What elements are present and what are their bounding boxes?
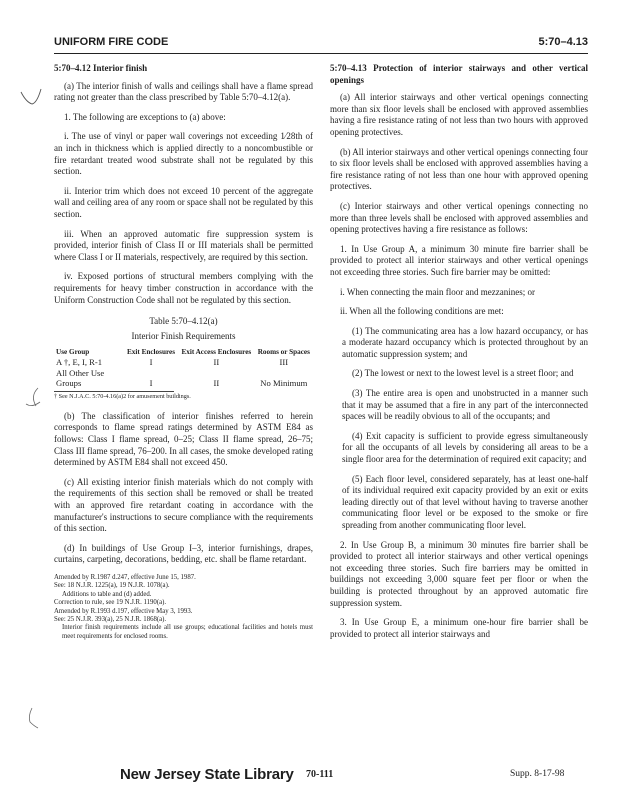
margin-bracket-mark-icon (20, 706, 42, 732)
table-cell: I (149, 357, 153, 368)
table-cell: I (149, 378, 153, 389)
paragraph: iii. When an approved automatic fire suppression system is provided, interior finish of Class II or III materials shall be permitted where Class I or II materials, respectively, are required by this section. (54, 228, 313, 262)
paragraph: 2. In Use Group B, a minimum 30 minutes fire barrier shall be provided to protect all interior stairways and other vertical openings not exceeding three stories. Such fire barriers may be omitted in buildings not exceeding 3,000 square feet per floor or when the building is protected throughout by an approved automatic fire suppression system. (330, 539, 588, 608)
page-number: 70-111 (306, 769, 334, 780)
table-footnote: † See N.J.A.C. 5:70-4.16(a)2 for amusement buildings. (54, 392, 191, 400)
table-row (54, 368, 313, 389)
table-title: Table 5:70–4.12(a) (149, 316, 218, 327)
amendment-line: Amended by R.1993 d.197, effective May 3, 1993. (54, 607, 193, 615)
paragraph: (c) Interior stairways and other vertical openings connecting no more than three levels shall be enclosed with approved assemblies and opening protectives having a fire resistance as follows: (330, 200, 588, 235)
paragraph: iv. Exposed portions of structural members complying with the requirements for heavy timber construction in accordance with the Uniform Construction Code shall not be regulated by this section. (54, 271, 313, 305)
running-header (54, 36, 588, 52)
margin-check-mark-icon (18, 86, 44, 110)
paragraph: (5) Each floor level, considered separately, has at least one-half of its individual required exit capacity provided by an exit or exits leading directly out of that level without having to traverse another communicating floor level or be exposed to the smoke or fire spreading from another communicating floor level. (342, 473, 588, 530)
table-cell: II (213, 378, 220, 389)
amendment-notes (54, 574, 313, 641)
paragraph: (c) All existing interior finish materials which do not comply with the requirements of this section shall be removed or shall be treated with an approved fire retardant coating in accordance with the manufacturer's instructions to secure compliance with the requirements of this section. (54, 476, 313, 534)
paragraph: 1. In Use Group A, a minimum 30 minute fire barrier shall be provided to protect all interior stairways and other vertical openings not exceeding three stories. Such fire barrier may be omitted: (330, 243, 588, 277)
table-subtitle: Interior Finish Requirements (131, 330, 236, 341)
interior-finish-table (54, 348, 313, 389)
header-section: 5:70–4.13 (538, 36, 588, 48)
right-column (330, 63, 588, 648)
paragraph: (1) The communicating area has a low hazard occupancy, or has a moderate hazard occupancy which is protected throughout by an automatic suppression system; and (342, 325, 588, 359)
paragraph: (a) All interior stairways and other vertical openings connecting more than six floor levels shall be enclosed with approved assemblies having a fire resistance rating of not less than two hours with approved opening protectives. (330, 92, 588, 137)
table-row (54, 357, 313, 368)
table-cell: No Minimum (260, 378, 308, 389)
table-cell: III (279, 357, 289, 368)
amendment-line: See: 18 N.J.R. 1225(a), 19 N.J.R. 1078(a). (54, 582, 170, 590)
paragraph: (a) The interior finish of walls and ceilings shall have a flame spread rating not greater than the class prescribed by Table 5:70–4.12(a). (54, 80, 313, 103)
paragraph: (b) The classification of interior finishes referred to herein corresponds to flame spread ratings determined by ASTM E84 as follows: Class I flame spread, 0–25; Class II flame spread, 26–75; Class III flame spread, 76–200. In all cases, the smoke developed rating determined by ASTM E84 shall not exceed 450. (54, 410, 313, 468)
paragraph: ii. Interior trim which does not exceed 10 percent of the aggregate wall and ceiling area of any room or space shall not be regulated by this section. (54, 185, 313, 219)
amendment-line: Additions to table and (d) added. (62, 590, 152, 598)
header-title: UNIFORM FIRE CODE (54, 36, 169, 48)
table-cell: A †, E, I, R-1 (56, 357, 103, 368)
margin-bracket-mark-icon (20, 384, 44, 414)
section-heading: 5:70–4.12 Interior finish (54, 63, 148, 73)
paragraph: i. The use of vinyl or paper wall coverings not exceeding 1⁄28th of an inch in thickness which is applied directly to a noncombustible or fire retardant treated wood substrate shall not be regulated by this section. (54, 131, 313, 177)
table-header: Use Group (56, 348, 90, 357)
amendment-line: See: 25 N.J.R. 393(a), 25 N.J.R. 1868(a). (54, 615, 167, 623)
paragraph: i. When connecting the main floor and mezzanines; or (340, 286, 536, 297)
paragraph: 1. The following are exceptions to (a) above: (64, 111, 226, 122)
paragraph: (d) In buildings of Use Group I–3, interior furnishings, drapes, curtains, carpeting, decorations, bedding, etc. shall be flame retardant. (54, 542, 313, 565)
paragraph: ii. When all the following conditions are met: (340, 306, 504, 317)
table-cell: All Other Use Groups (56, 367, 105, 389)
table-header: Exit Access Enclosures (181, 348, 252, 357)
paragraph: 3. In Use Group E, a minimum one-hour fire barrier shall be provided to protect all interior stairways and (330, 617, 588, 639)
section-heading: 5:70–4.13 Protection of interior stairways and other vertical openings (330, 63, 588, 85)
paragraph: (2) The lowest or next to the lowest level is a street floor; and (352, 368, 574, 379)
amendment-line: Interior finish requirements include all use groups; educational facilities and hotels must meet requirements for enclosed rooms. (62, 624, 313, 640)
left-column (54, 63, 313, 641)
table-header: Exit Enclosures (127, 348, 175, 357)
paragraph: (4) Exit capacity is sufficient to provide egress simultaneously for all the occupants of all levels by considering all areas to be a single floor area for the determination of required exit capacity; and (342, 430, 588, 465)
table-cell: II (213, 357, 220, 368)
amendment-line: Correction to rule, see 19 N.J.R. 1190(a). (54, 599, 167, 607)
supplement-date: Supp. 8-17-98 (510, 769, 565, 779)
table-header: Rooms or Spaces (257, 348, 310, 357)
paragraph: (b) All interior stairways and other vertical openings connecting four to six floor levels shall be enclosed with approved assemblies having a fire resistance rating of not less than one hour with approved opening protectives. (330, 146, 588, 192)
paragraph: (3) The entire area is open and unobstructed in a manner such that it may be assumed that a fire in any part of the interconnected spaces will be readily obvious to all of the occupants; and (342, 388, 588, 422)
header-rule (54, 53, 588, 54)
page-footer (0, 764, 618, 784)
amendment-line: Amended by R.1987 d.247, effective June 15, 1987. (54, 573, 196, 581)
library-stamp: New Jersey State Library (120, 766, 294, 783)
